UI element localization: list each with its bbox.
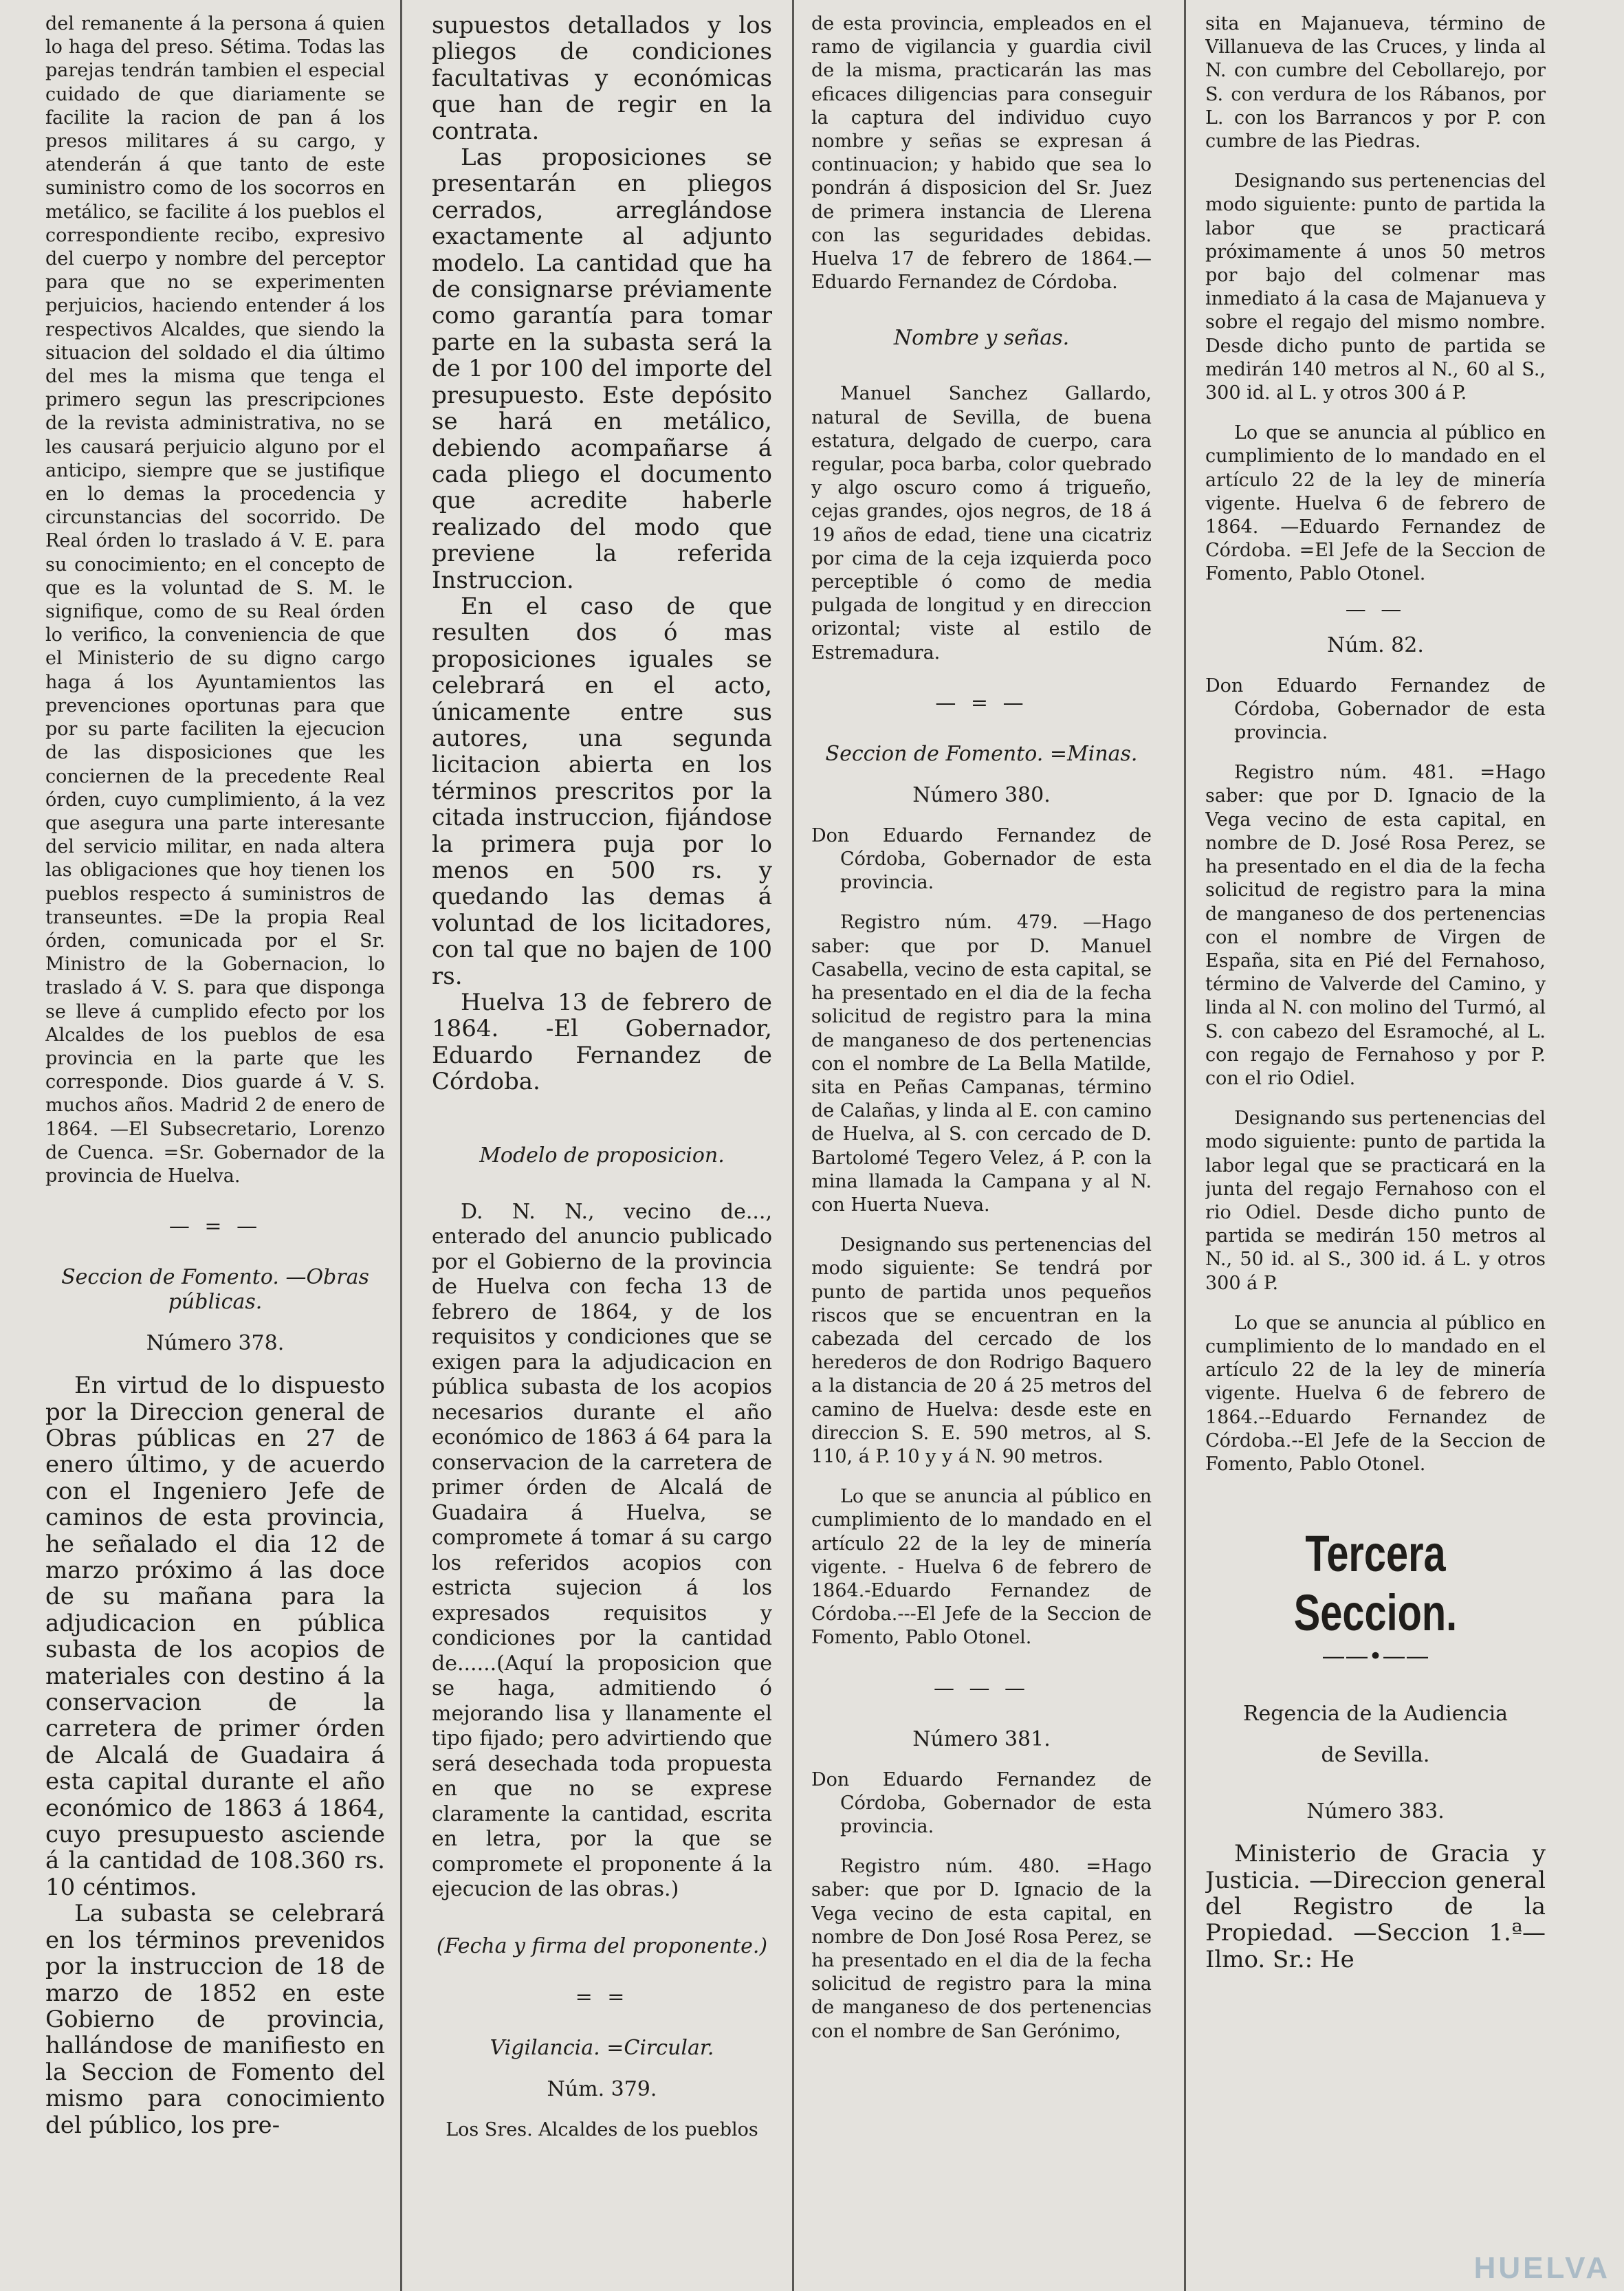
heading-line: Regencia de la Audiencia xyxy=(1242,1702,1508,1727)
section-title: Modelo de proposicion. xyxy=(479,1143,725,1168)
paragraph: Don Eduardo Fernandez de Córdoba, Gobernador de esta provincia. xyxy=(811,824,1152,894)
paragraph: sita en Majanueva, término de Villanueva de las Cruces, y linda al N. con cumbre del Cebollarejo, por S. con verdura de los Rábanos, por L. con los Barrancos y por P. con cumbre de las Piedras. xyxy=(1205,13,1546,153)
signature-line: Huelva 13 de febrero de 1864. -El Gobernador, Eduardo Fernandez de Córdoba. xyxy=(432,989,772,1096)
paragraph: Lo que se anuncia al público en cumplimiento de lo mandado en el artículo 22 de la ley de minería vigente. Huelva 6 de febrero de 1864.--Eduardo Fernandez de Córdoba.--El Jefe de la Seccion de Fomento, Pablo Otonel. xyxy=(1205,1312,1546,1475)
column-2 xyxy=(432,12,772,2291)
section-heading: Tercera Seccion. xyxy=(1293,1525,1458,1642)
notice-number: Número 381. xyxy=(912,1727,1051,1751)
paragraph: D. N. N., vecino de..., enterado del anuncio publicado por el Gobierno de la provincia de Huelva con fecha 13 de febrero de 1864, y de los requisitos y condiciones que se exigen para la adjudicacion en pública subasta de los acopios necesarios durante el año económico de 1863 á 64 para la conservacion de la carretera de primer órden de Alcalá de Guadaira á Huelva, se compromete á tomar á su cargo los referidos acopios con estricta sujecion á los expresados requisitos y condiciones por la cantidad de......(Aquí la proposicion que se haga, admitiendo ó mejorando lisa y llanamente el tipo fijado; pero advirtiendo que será desechada toda propuesta en que no se exprese claramente la cantidad, escrita en letra, por la que se compromete el proponente á la ejecucion de las obras.) xyxy=(432,1199,772,1902)
archive-watermark: HUELVA xyxy=(1473,2251,1610,2285)
separator: — = — xyxy=(935,690,1028,715)
paragraph: Ministerio de Gracia y Justicia. —Direccion general del Registro de la Propiedad. —Seccion 1.ª— Ilmo. Sr.: He xyxy=(1205,1840,1546,1973)
paragraph: Designando sus pertenencias del modo siguiente: punto de partida la labor que se practicará próximamente á unos 50 metros por bajo del colmenar mas inmediato á la casa de Majanueva y sobre el regajo del mismo nombre. Desde dicho punto de partida se medirán 140 metros al N., 60 al S., 300 id. al L. y otros 300 á P. xyxy=(1205,171,1546,404)
paragraph: Manuel Sanchez Gallardo, natural de Sevilla, de buena estatura, delgado de cuerpo, cara regular, poca barba, color quebrado y algo oscuro como á trigueño, cejas grandes, ojos negros, de 18 á 19 años de edad, tiene una cicatriz por cima de la ceja izquierda poco perceptible ó como de media pulgada de longitud y en direccion orizontal; viste al estilo de Estremadura. xyxy=(811,383,1152,664)
paragraph: Don Eduardo Fernandez de Córdoba, Gobernador de esta provincia. xyxy=(1205,675,1546,744)
section-title: Nombre y señas. xyxy=(893,326,1070,351)
section-title: Vigilancia. =Circular. xyxy=(490,2035,714,2060)
paragraph: supuestos detallados y los pliegos de condiciones facultativas y económicas que han de regir en la contrata. xyxy=(432,12,772,145)
column-4 xyxy=(1205,12,1546,2291)
separator: = = xyxy=(575,1984,629,2009)
separator: — = — xyxy=(168,1214,262,1239)
separator: — — — xyxy=(933,1676,1030,1700)
notice-number: Número 383. xyxy=(1306,1799,1445,1824)
paragraph: Registro núm. 480. =Hago saber: que por D. Ignacio de la Vega vecino de esta capital, en nombre de Don José Rosa Perez, se ha presentado en el dia de la fecha solicitud de registro para la mina de manganeso de dos pertenencias con el nombre de San Gerónimo, xyxy=(811,1856,1152,2042)
notice-number: Núm. 379. xyxy=(547,2076,657,2101)
paragraph: Lo que se anuncia al público en cumplimiento de lo mandado en el artículo 22 de la ley de minería vigente. Huelva 6 de febrero de 1864. —Eduardo Fernandez de Córdoba. =El Jefe de la Seccion de Fomento, Pablo Otonel. xyxy=(1205,422,1546,585)
paragraph: En el caso de que resulten dos ó mas proposiciones iguales se celebrará en el acto, únicamente entre sus autores, una segunda licitacion abierta en los términos prescritos por la citada instruccion, fijándose la primera puja por lo menos en 500 rs. y quedando las demas á voluntad de los licitadores, con tal que no bajen de 100 rs. xyxy=(432,592,772,990)
column-rule xyxy=(1184,0,1186,2291)
paragraph: Registro núm. 479. —Hago saber: que por D. Manuel Casabella, vecino de esta capital, se ha presentado en el dia de la fecha solicitud de registro para la mina de manganeso de dos pertenencias con el nombre de La Bella Matilde, sita en Peñas Campanas, término de Calañas, y linda al E. con camino de Huelva, al S. con cercado de D. Bartolomé Tegero Velez, á P. con la mina llamada la Campana y al N. con Huerta Nueva. xyxy=(811,912,1152,1216)
ornament: ——•—— xyxy=(1321,1643,1429,1671)
paragraph: En virtud de lo dispuesto por la Direccion general de Obras públicas en 27 de enero último, y de acuerdo con el Ingeniero Jefe de caminos de esta provincia, he señalado el dia 12 de marzo próximo á las doce de su mañana para la adjudicacion en pública subasta de los acopios de materiales con destino á la conservacion de la carretera de primer órden de Alcalá de Guadaira á esta capital durante el año económico de 1863 á 1864, cuyo presupuesto asciende á la cantidad de 108.360 rs. 10 céntimos. xyxy=(45,1372,385,1901)
heading-line: de Sevilla. xyxy=(1321,1743,1430,1768)
column-rule xyxy=(400,0,402,2291)
paragraph: Don Eduardo Fernandez de Córdoba, Gobernador de esta provincia. xyxy=(811,1768,1152,1837)
paragraph: Las proposiciones se presentarán en pliegos cerrados, arreglándose exactamente al adjunto modelo. La cantidad que ha de consignarse préviamente como garantía para tomar parte en la subasta será la de 1 por 100 del importe del presupuesto. Este depósito se hará en metálico, debiendo acompañarse á cada pliego el documento que acredite haberle realizado del modo que previene la referida Instruccion. xyxy=(432,144,772,594)
paragraph: Designando sus pertenencias del modo siguiente: punto de partida la labor legal que se practicará en la junta del regajo Fernahoso con el rio Odiel. Desde dicho punto de partida se medirán 150 metros al N., 50 id. al S., 300 id. á L. y otros 300 á P. xyxy=(1205,1108,1546,1294)
column-1 xyxy=(45,12,385,2291)
notice-number: Núm. 82. xyxy=(1327,633,1424,657)
section-title: Seccion de Fomento. —Obras públicas. xyxy=(61,1265,369,1315)
paragraph: La subasta se celebrará en los términos prevenidos por la instruccion de 18 de marzo de 1852 en este Gobierno de provincia, hallándose de manifiesto en la Seccion de Fomento del mismo para conocimiento del público, los pre- xyxy=(45,1900,385,2139)
column-rule xyxy=(792,0,794,2291)
paragraph: Lo que se anuncia al público en cumplimiento de lo mandado en el artículo 22 de la ley de minería vigente. - Huelva 6 de febrero de 1864.-Eduardo Fernandez de Córdoba.---El Jefe de la Seccion de Fomento, Pablo Otonel. xyxy=(811,1486,1152,1649)
paragraph: Los Sres. Alcaldes de los pueblos xyxy=(446,2118,758,2140)
column-3 xyxy=(811,12,1152,2291)
paragraph: del remanente á la persona á quien lo haga del preso. Sétima. Todas las parejas tendrán tambien el especial cuidado de que diariamente se facilite la racion de pan á los presos militares á su cargo, y atenderán á que tanto de este suministro como de los socorros en metálico, se facilite á los pueblos el correspondiente recibo, expresivo del cuerpo y nombre del perceptor para que no se experimenten perjuicios, haciendo entender á los respectivos Alcaldes, que siendo la situacion del soldado el dia último del mes la misma que tenga el primero segun las prescripciones de la revista administrativa, no se les causará perjuicio alguno por el anticipo, siempre que se justifique en lo demas la procedencia y circunstancias del socorrido. De Real órden lo traslado á V. E. para su conocimiento; en el concepto de que es la voluntad de S. M. le signifique, como de su Real órden lo verifico, la conveniencia de que el Ministerio de su digno cargo haga á los Ayuntamientos las prevenciones oportunas para que por su parte faciliten la ejecucion de las disposiciones que les conciernen de la precedente Real órden, cuyo cumplimiento, á la vez que asegura una parte interesante del servicio militar, en nada altera las obligaciones que hoy tienen los pueblos respecto á suministros de transeuntes. =De la propia Real órden, comunicada por el Sr. Ministro de la Gobernacion, lo traslado á V. S. para que disponga se lleve á cumplido efecto por los Alcaldes de los pueblos de esa provincia en la parte que les corresponde. Dios guarde á V. S. muchos años. Madrid 2 de enero de 1864. —El Subsecretario, Lorenzo de Cuenca. =Sr. Gobernador de la provincia de Huelva. xyxy=(45,13,385,1187)
section-title: (Fecha y firma del proponente.) xyxy=(436,1933,768,1958)
notice-number: Número 378. xyxy=(146,1331,285,1356)
paragraph: de esta provincia, empleados en el ramo de vigilancia y guardia civil de la misma, practicarán las mas eficaces diligencias para conseguir la captura del individuo cuyo nombre y señas se expresan á continuacion; y habido que sea lo pondrán á disposicion del Sr. Juez de primera instancia de Llerena con las seguridades debidas. Huelva 17 de febrero de 1864.—Eduardo Fernandez de Córdoba. xyxy=(811,13,1152,294)
section-title: Seccion de Fomento. =Minas. xyxy=(825,741,1138,766)
separator: — — xyxy=(1345,597,1406,622)
notice-number: Número 380. xyxy=(912,782,1051,807)
paragraph: Registro núm. 481. =Hago saber: que por D. Ignacio de la Vega vecino de esta capital, en nombre de D. José Rosa Perez, se ha presentado en el dia de la fecha solicitud de registro para la mina de manganeso de dos pertenencias con el nombre de Virgen de España, sita en Pié del Fernahoso, término de Valverde del Camino, y linda al N. con molino del Turmó, al S. con cabezo del Esramoché, al L. con regajo de Fernahoso y por P. con el rio Odiel. xyxy=(1205,762,1546,1089)
paragraph: Designando sus pertenencias del modo siguiente: Se tendrá por punto de partida unos pequeños riscos que se encuentran en la cabezada del cercado de los herederos de don Rodrigo Baquero a la distancia de 20 á 25 metros del camino de Huelva: desde este en direccion S. E. 590 metros, al S. 110, á P. 10 y y á N. 90 metros. xyxy=(811,1234,1152,1467)
